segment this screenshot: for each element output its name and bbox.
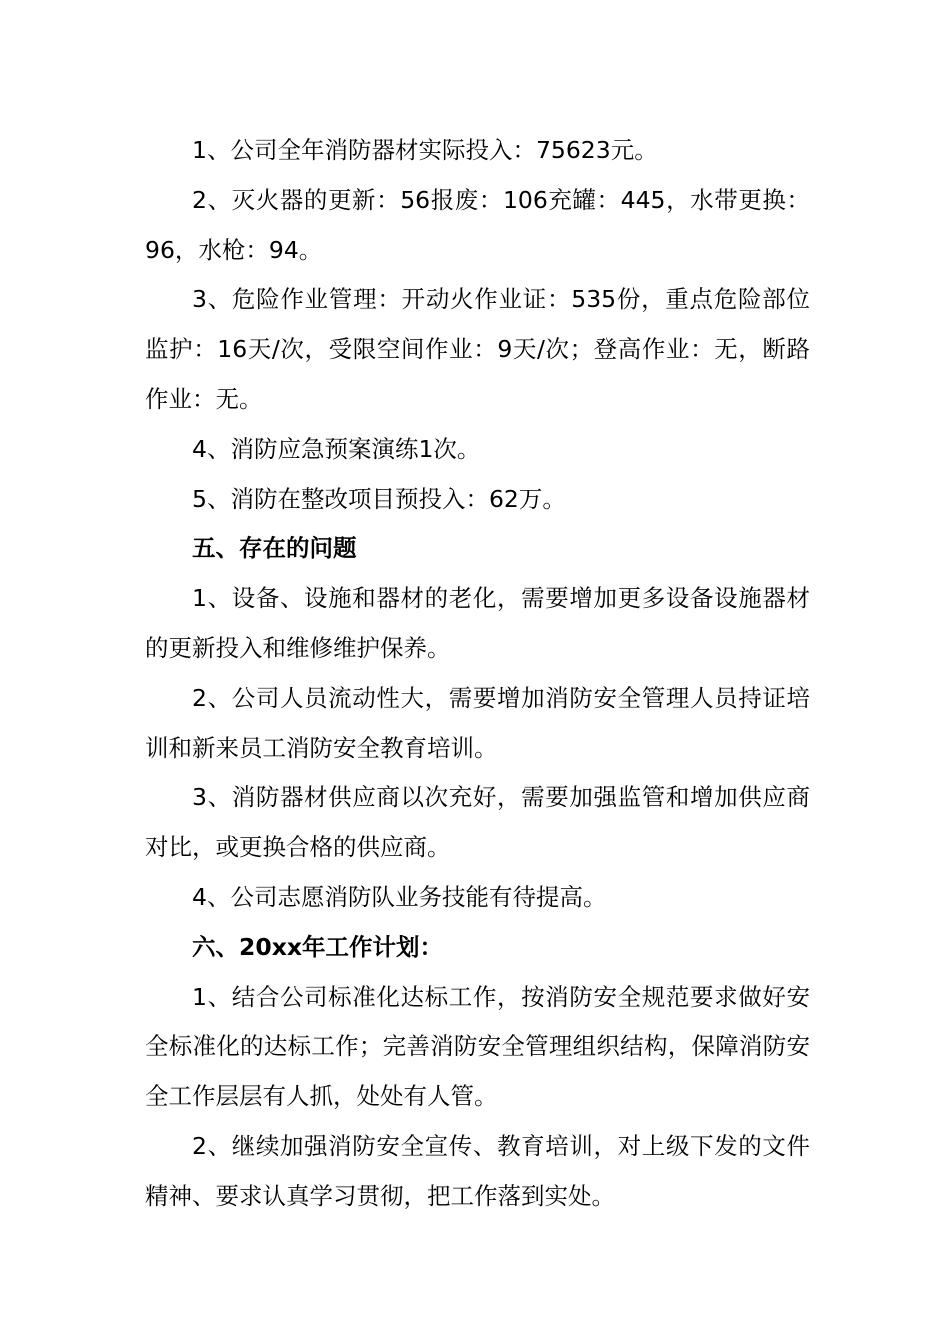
paragraph-item: 5、消防在整改项目预投入：62万。 <box>192 484 566 513</box>
section-heading: 五、存在的问题 <box>192 534 357 563</box>
paragraph-item: 2、灭火器的更新：56报废：106充罐：445，水带更换：96，水枪：94。 <box>145 185 810 264</box>
paragraph-item: 2、继续加强消防安全宣传、教育培训，对上级下发的文件精神、要求认真学习贯彻，把工作落到实处。 <box>145 1131 810 1210</box>
paragraph-item: 3、消防器材供应商以次充好，需要加强监管和增加供应商对比，或更换合格的供应商。 <box>145 783 810 862</box>
paragraph-item: 4、公司志愿消防队业务技能有待提高。 <box>192 882 607 911</box>
paragraph-item: 1、公司全年消防器材实际投入：75623元。 <box>192 136 658 164</box>
paragraph-item: 1、结合公司标准化达标工作，按消防安全规范要求做好安全标准化的达标工作；完善消防安全管理组织结构，保障消防安全工作层层有人抓，处处有人管。 <box>145 982 810 1111</box>
section-heading: 六、20xx年工作计划： <box>192 932 444 961</box>
paragraph-item: 4、消防应急预案演练1次。 <box>192 434 481 463</box>
document-body <box>145 126 810 1222</box>
paragraph-item: 1、设备、设施和器材的老化，需要增加更多设备设施器材的更新投入和维修维护保养。 <box>145 584 810 662</box>
paragraph-item: 3、危险作业管理：开动火作业证：535份，重点危险部位监护：16天/次，受限空间作业：9天/次；登高作业：无，断路作业：无。 <box>145 285 810 413</box>
paragraph-item: 2、公司人员流动性大，需要增加消防安全管理人员持证培训和新来员工消防安全教育培训。 <box>145 683 810 762</box>
